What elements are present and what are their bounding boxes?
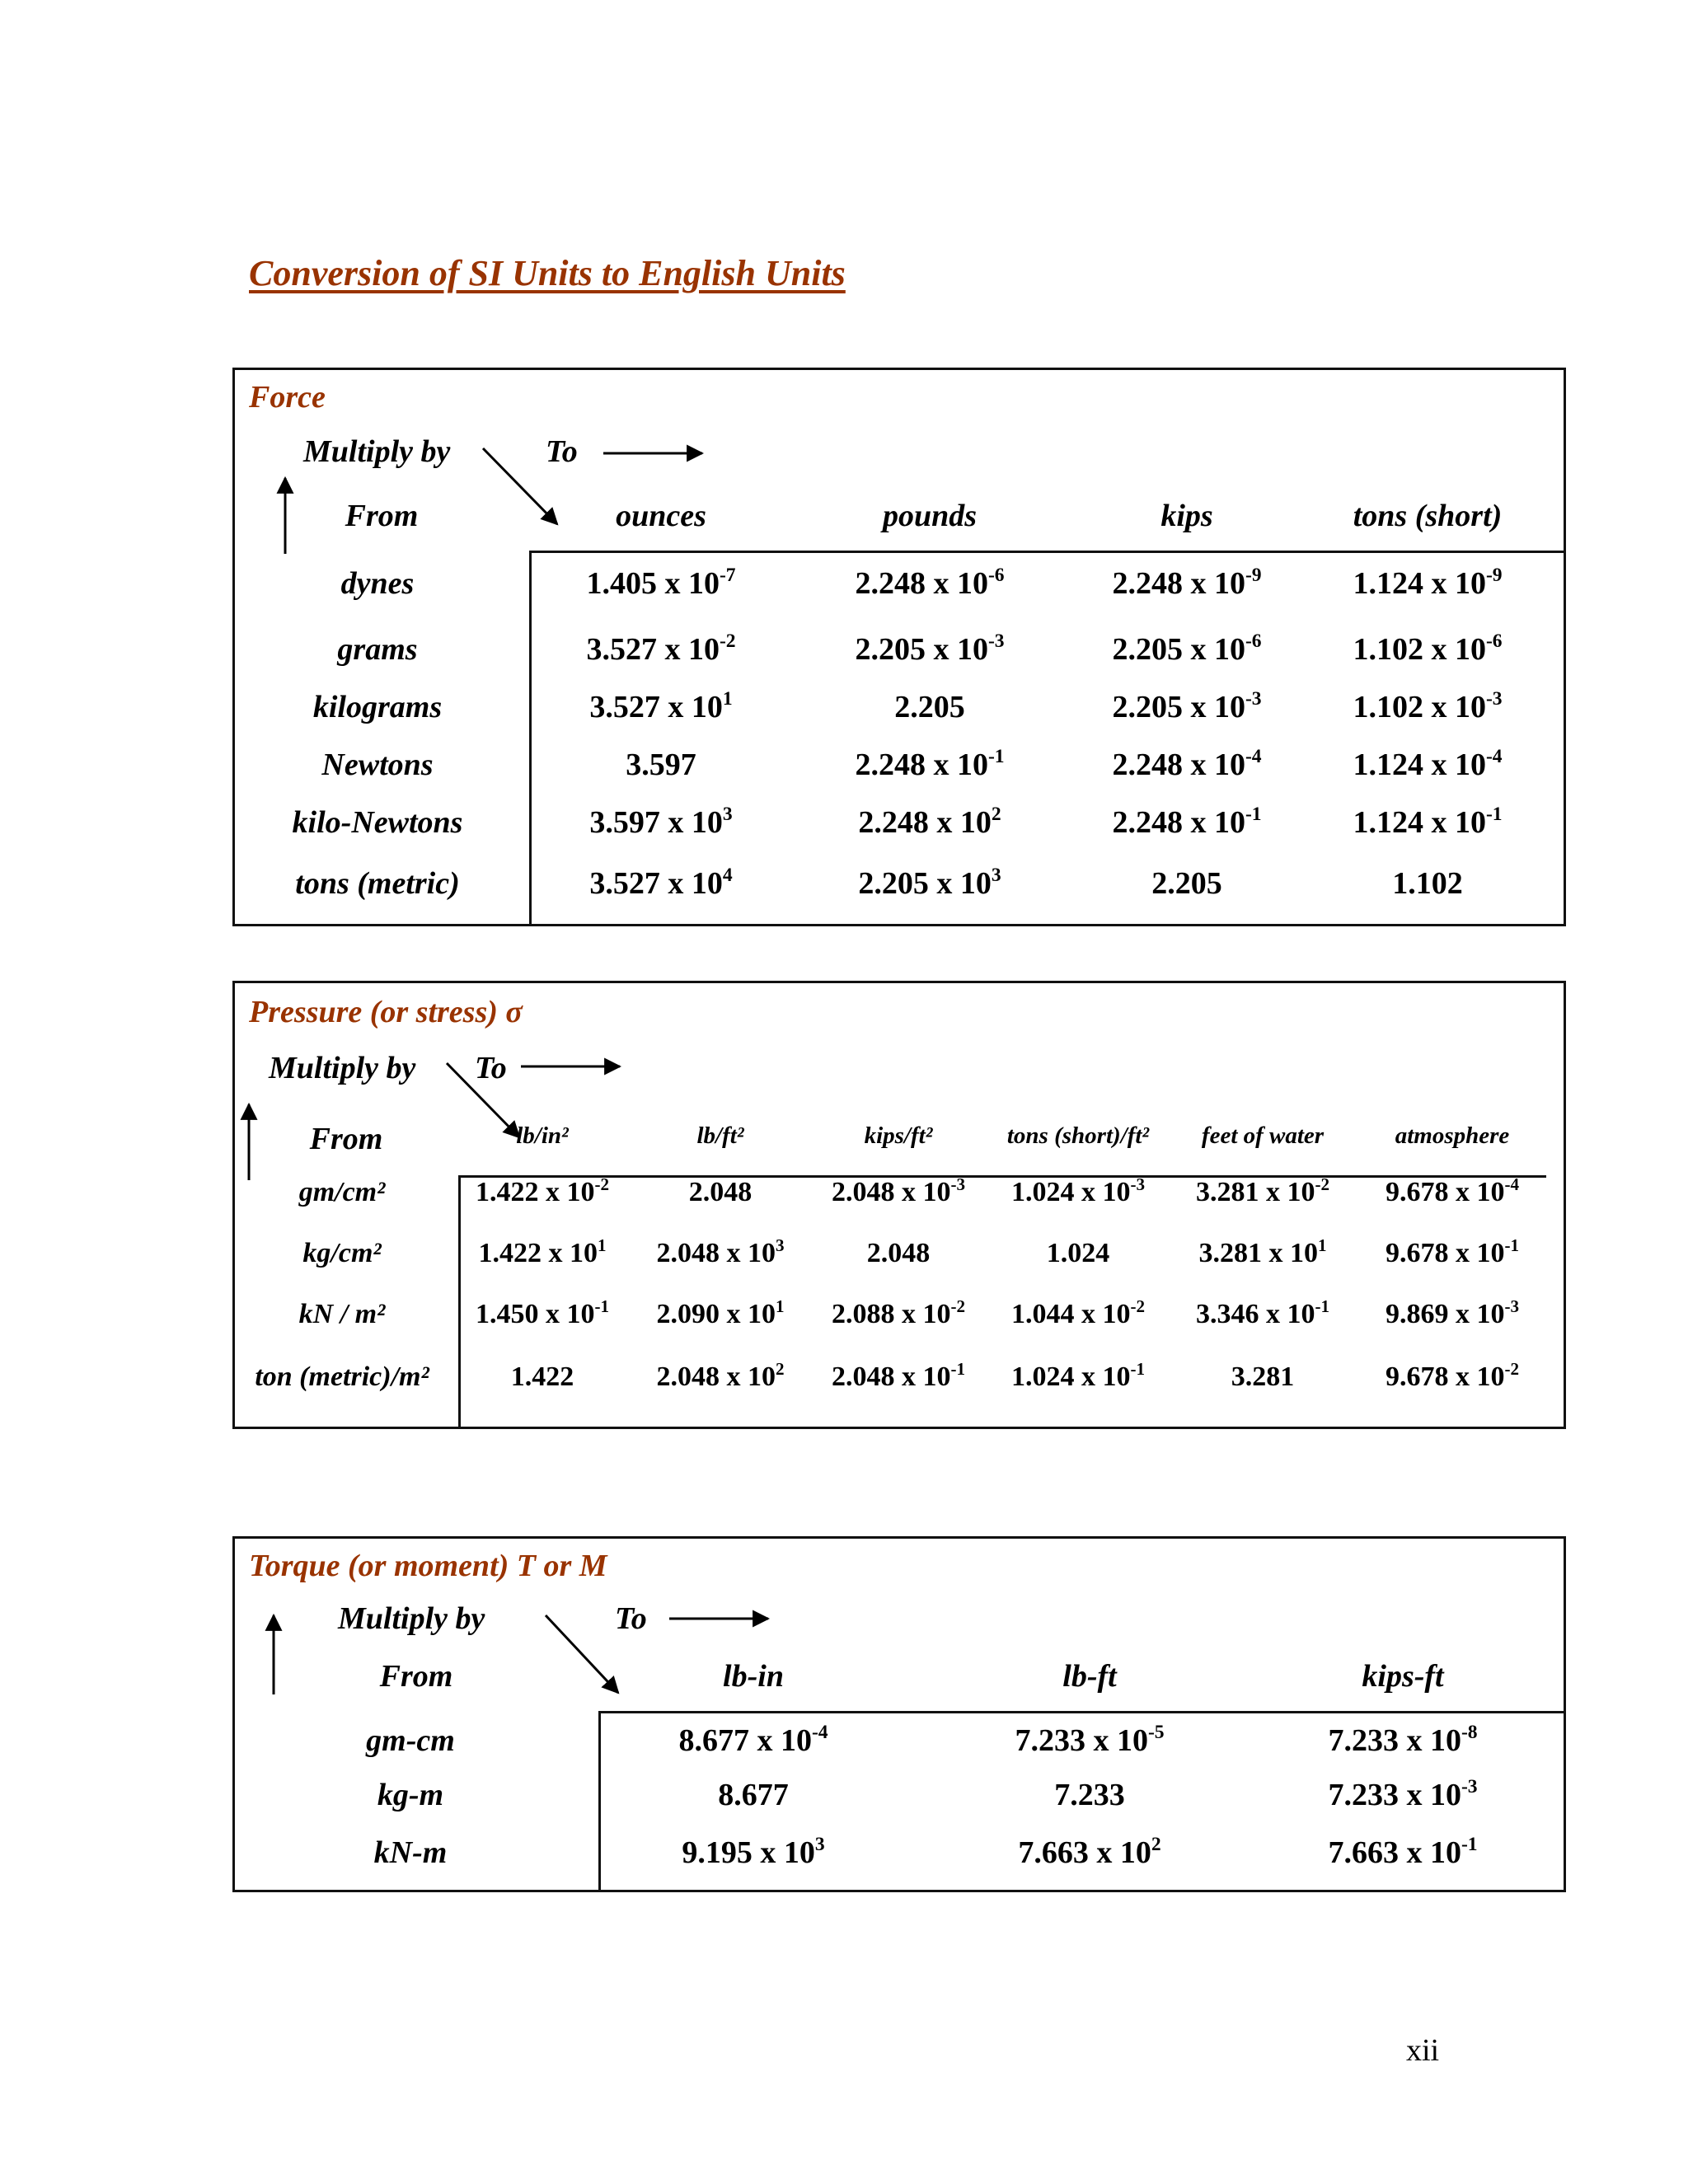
value-exponent: -4 — [1245, 746, 1262, 768]
value-exponent: 1 — [1317, 1235, 1327, 1255]
value-exponent: -7 — [719, 565, 736, 587]
value-mantissa: 2.048 x 10 — [831, 1177, 951, 1207]
value-exponent: -6 — [1245, 630, 1262, 653]
value-mantissa: 2.205 — [1151, 866, 1222, 901]
force-from-label: From — [345, 499, 419, 533]
value-mantissa: 2.048 — [866, 1238, 931, 1268]
force-row-label: Newtons — [321, 748, 434, 782]
value-mantissa: 3.281 x 10 — [1195, 1177, 1315, 1207]
value-exponent: -3 — [1245, 688, 1262, 710]
value-exponent: -5 — [1147, 1722, 1165, 1744]
value-mantissa: 2.248 x 10 — [1112, 748, 1245, 782]
value-mantissa: 1.102 x 10 — [1353, 632, 1486, 667]
value-mantissa: 1.124 x 10 — [1353, 748, 1486, 782]
pressure-row-label: ton (metric)/m² — [255, 1361, 429, 1392]
force-column-header: ounces — [616, 499, 706, 533]
value-exponent: 3 — [814, 1834, 825, 1856]
pressure-row-label: kN / m² — [298, 1299, 386, 1329]
value-mantissa: 2.205 x 10 — [855, 632, 988, 667]
value-mantissa: 1.422 x 10 — [478, 1238, 598, 1268]
value-mantissa: 1.124 x 10 — [1353, 566, 1486, 601]
pressure-diagonal-arrow-icon — [447, 1063, 519, 1137]
value-exponent: -3 — [1485, 688, 1503, 710]
value-mantissa: 7.233 x 10 — [1015, 1723, 1148, 1758]
value-mantissa: 3.597 x 10 — [589, 805, 723, 840]
value-mantissa: 2.205 x 10 — [1112, 690, 1245, 724]
value-exponent: -1 — [1485, 804, 1503, 826]
torque-multiply-by-label: Multiply by — [338, 1601, 485, 1636]
value-mantissa: 2.248 x 10 — [858, 805, 992, 840]
force-row-label: grams — [337, 632, 418, 667]
value-mantissa: 3.527 x 10 — [589, 866, 723, 901]
value-exponent: -2 — [594, 1174, 610, 1194]
value-exponent: -2 — [1504, 1358, 1520, 1379]
value-mantissa: 2.248 x 10 — [1112, 805, 1245, 840]
value-mantissa: 1.024 x 10 — [1010, 1361, 1131, 1392]
torque-to-label: To — [615, 1601, 647, 1636]
page-title: Conversion of SI Units to English Units — [249, 253, 846, 293]
value-exponent: 1 — [775, 1296, 785, 1316]
value-mantissa: 8.677 x 10 — [678, 1723, 812, 1758]
value-exponent: 2 — [1151, 1834, 1161, 1856]
value-mantissa: 2.205 — [894, 690, 965, 724]
value-mantissa: 2.205 x 10 — [858, 866, 992, 901]
value-exponent: -2 — [719, 630, 736, 653]
value-exponent: 2 — [991, 804, 1001, 826]
force-row-label: tons (metric) — [295, 866, 460, 901]
force-row-label: kilograms — [312, 690, 443, 724]
value-mantissa: 9.678 x 10 — [1385, 1238, 1505, 1268]
force-to-label: To — [546, 434, 578, 469]
value-exponent: 1 — [597, 1235, 607, 1255]
value-mantissa: 7.233 x 10 — [1328, 1723, 1461, 1758]
force-multiply-by-label: Multiply by — [303, 434, 451, 469]
torque-column-header: kips-ft — [1362, 1659, 1444, 1694]
value-exponent: -3 — [1130, 1174, 1146, 1194]
force-diagonal-arrow-icon — [483, 448, 557, 524]
value-mantissa: 1.024 — [1046, 1238, 1110, 1268]
torque-row-label: gm-cm — [366, 1723, 455, 1758]
value-mantissa: 2.090 x 10 — [656, 1299, 776, 1329]
value-mantissa: 1.102 x 10 — [1353, 690, 1486, 724]
value-mantissa: 9.869 x 10 — [1385, 1299, 1505, 1329]
value-exponent: 3 — [991, 865, 1001, 887]
value-exponent: -2 — [1130, 1296, 1146, 1316]
value-mantissa: 9.678 x 10 — [1385, 1361, 1505, 1392]
value-mantissa: 9.678 x 10 — [1385, 1177, 1505, 1207]
value-exponent: -6 — [1485, 630, 1503, 653]
value-mantissa: 3.527 x 10 — [589, 690, 723, 724]
value-mantissa: 7.663 x 10 — [1018, 1835, 1151, 1870]
value-mantissa: 2.248 x 10 — [855, 748, 988, 782]
value-mantissa: 1.124 x 10 — [1353, 805, 1486, 840]
value-exponent: 4 — [722, 865, 733, 887]
value-mantissa: 2.205 x 10 — [1112, 632, 1245, 667]
value-mantissa: 1.422 x 10 — [475, 1177, 595, 1207]
pressure-row-label: kg/cm² — [302, 1238, 382, 1268]
value-exponent: -3 — [1461, 1776, 1478, 1798]
value-exponent: -1 — [1461, 1834, 1478, 1856]
value-mantissa: 2.048 x 10 — [656, 1238, 776, 1268]
value-mantissa: 7.233 x 10 — [1328, 1778, 1461, 1812]
value-mantissa: 2.048 — [688, 1177, 753, 1207]
value-mantissa: 1.405 x 10 — [586, 566, 720, 601]
value-exponent: 3 — [722, 804, 733, 826]
value-exponent: -9 — [1485, 565, 1503, 587]
value-mantissa: 3.527 x 10 — [586, 632, 720, 667]
pressure-multiply-by-label: Multiply by — [269, 1051, 416, 1085]
pressure-row-label: gm/cm² — [298, 1177, 386, 1207]
value-exponent: -2 — [950, 1296, 966, 1316]
value-mantissa: 2.088 x 10 — [831, 1299, 951, 1329]
value-exponent: -6 — [987, 565, 1005, 587]
value-exponent: -1 — [1504, 1235, 1520, 1255]
pressure-from-label: From — [309, 1122, 383, 1156]
value-exponent: -3 — [950, 1174, 966, 1194]
value-exponent: -9 — [1245, 565, 1262, 587]
value-exponent: -3 — [1504, 1296, 1520, 1316]
force-column-header: pounds — [882, 499, 978, 533]
value-exponent: -1 — [1245, 804, 1262, 826]
value-exponent: -8 — [1461, 1722, 1478, 1744]
torque-row-label: kN-m — [373, 1835, 448, 1870]
force-column-header: kips — [1160, 499, 1213, 533]
pressure-column-header: atmosphere — [1395, 1122, 1510, 1149]
value-mantissa: 2.248 x 10 — [1112, 566, 1245, 601]
pressure-column-header: lb/in² — [516, 1122, 569, 1149]
force-row-label: dynes — [340, 566, 415, 601]
force-section-title: Force — [249, 380, 326, 415]
value-exponent: -2 — [1315, 1174, 1330, 1194]
value-exponent: 2 — [775, 1358, 785, 1379]
pressure-column-header: lb/ft² — [696, 1122, 744, 1149]
value-exponent: -1 — [1315, 1296, 1330, 1316]
value-mantissa: 9.195 x 10 — [682, 1835, 815, 1870]
value-mantissa: 1.024 x 10 — [1010, 1177, 1131, 1207]
value-mantissa: 2.248 x 10 — [855, 566, 988, 601]
value-exponent: 3 — [775, 1235, 785, 1255]
torque-row-label: kg-m — [377, 1778, 444, 1812]
value-exponent: -1 — [1130, 1358, 1146, 1379]
value-mantissa: 3.281 x 10 — [1198, 1238, 1318, 1268]
page-number: xii — [1406, 2033, 1440, 2068]
value-mantissa: 7.233 — [1054, 1778, 1125, 1812]
torque-column-header: lb-ft — [1062, 1659, 1117, 1694]
pressure-column-header: tons (short)/ft² — [1006, 1122, 1150, 1149]
pressure-section-title: Pressure (or stress) σ — [249, 995, 523, 1029]
value-exponent: -1 — [594, 1296, 610, 1316]
value-mantissa: 1.102 — [1392, 866, 1463, 901]
value-mantissa: 1.044 x 10 — [1010, 1299, 1131, 1329]
value-exponent: -4 — [1504, 1174, 1520, 1194]
value-mantissa: 2.048 x 10 — [656, 1361, 776, 1392]
value-mantissa: 8.677 — [718, 1778, 789, 1812]
value-exponent: -1 — [950, 1358, 966, 1379]
value-exponent: -4 — [1485, 746, 1503, 768]
value-mantissa: 3.281 — [1231, 1361, 1295, 1392]
value-mantissa: 3.346 x 10 — [1195, 1299, 1315, 1329]
value-exponent: -3 — [987, 630, 1005, 653]
pressure-column-header: kips/ft² — [864, 1122, 933, 1149]
torque-diagonal-arrow-icon — [546, 1615, 618, 1693]
value-exponent: -1 — [987, 746, 1005, 768]
value-mantissa: 2.048 x 10 — [831, 1361, 951, 1392]
value-mantissa: 7.663 x 10 — [1328, 1835, 1461, 1870]
pressure-column-header: feet of water — [1201, 1122, 1325, 1149]
pressure-to-label: To — [475, 1051, 507, 1085]
force-column-header: tons (short) — [1353, 499, 1503, 533]
torque-from-label: From — [379, 1659, 453, 1694]
value-exponent: 1 — [722, 688, 733, 710]
torque-column-header: lb-in — [723, 1659, 784, 1694]
value-mantissa: 1.422 — [510, 1361, 574, 1392]
torque-section-title: Torque (or moment) T or M — [249, 1549, 607, 1583]
value-mantissa: 1.450 x 10 — [475, 1299, 595, 1329]
value-exponent: -4 — [811, 1722, 828, 1744]
value-mantissa: 3.597 — [626, 748, 696, 782]
force-row-label: kilo-Newtons — [292, 805, 463, 840]
